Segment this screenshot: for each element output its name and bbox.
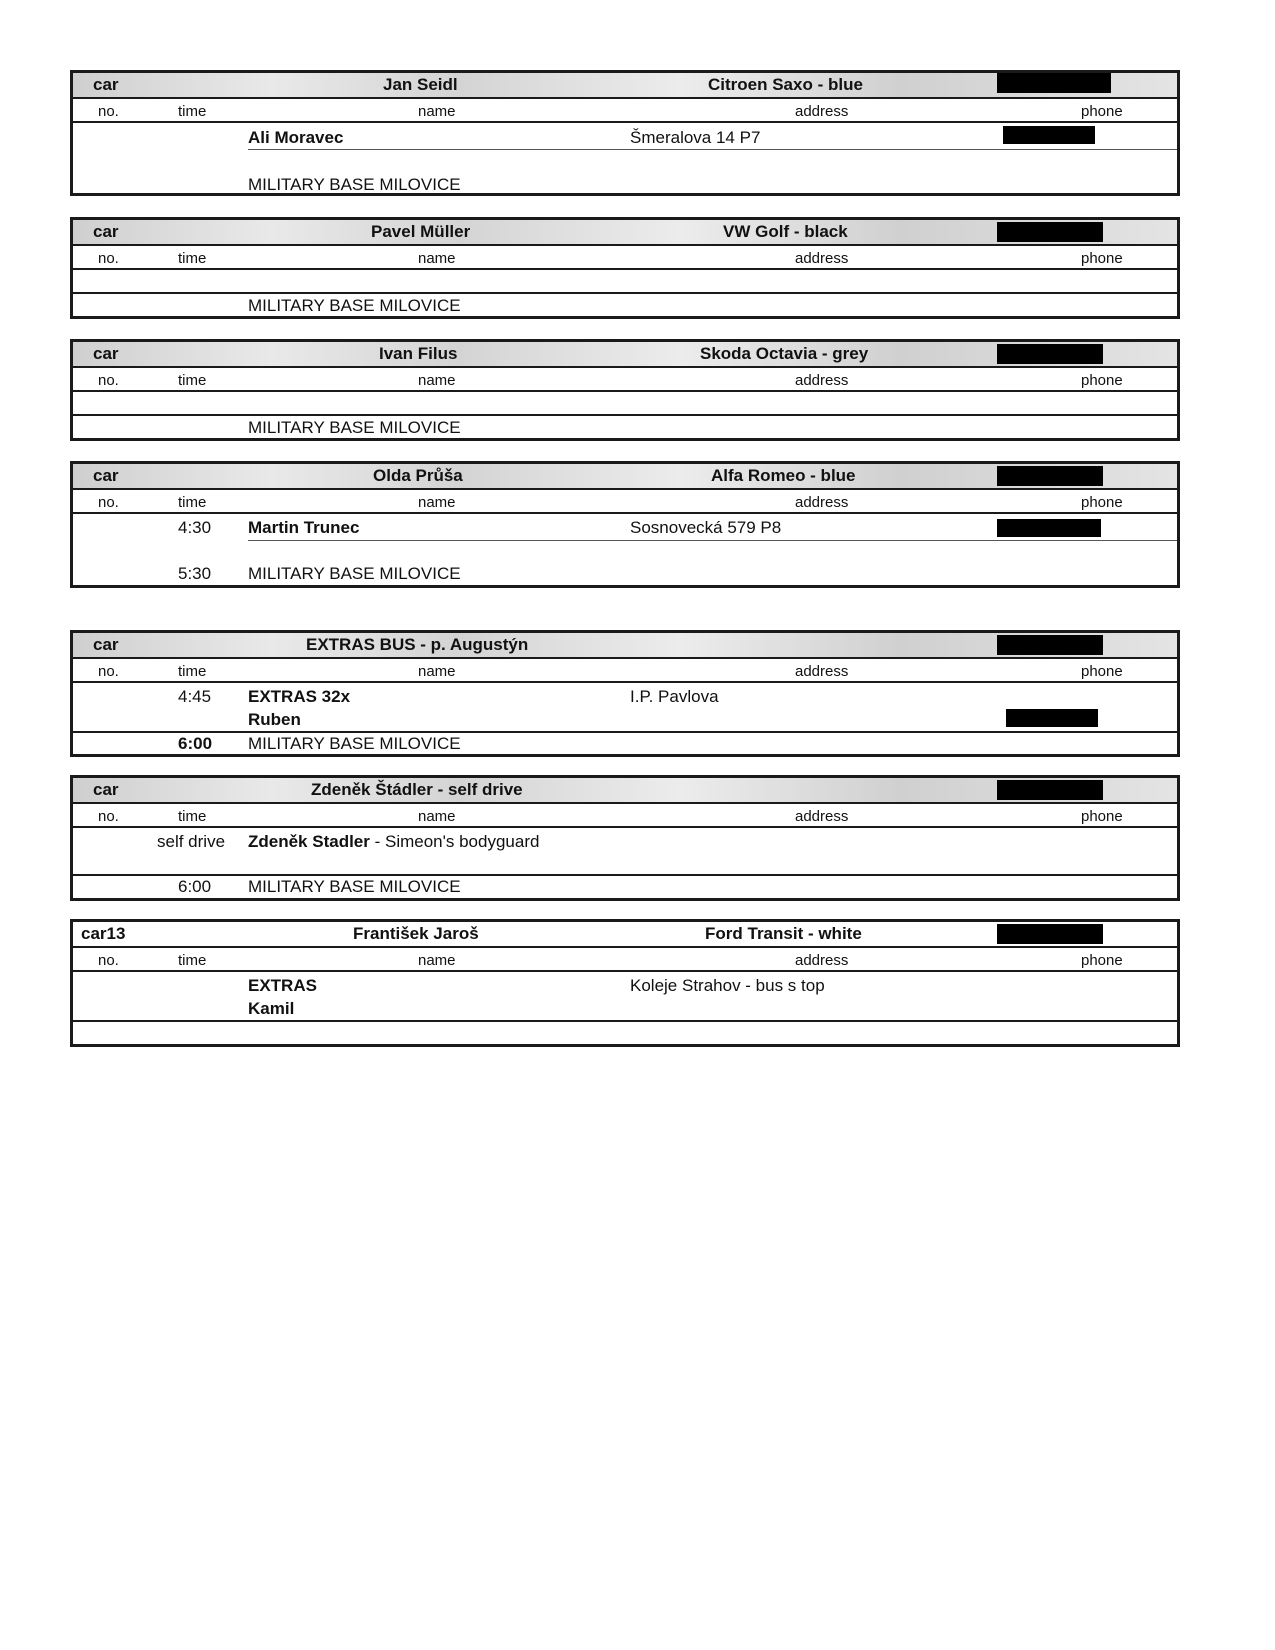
vehicle-name: Alfa Romeo - blue — [711, 466, 856, 485]
passenger-name: Martin Trunec — [248, 518, 360, 537]
car-header — [73, 633, 1177, 659]
col-time: time — [178, 808, 207, 825]
vehicle-name: Citroen Saxo - blue — [708, 75, 863, 94]
driver-name: František Jaroš — [353, 924, 479, 943]
column-labels — [73, 659, 1177, 683]
driver-name: Olda Průša — [373, 466, 463, 485]
destination: MILITARY BASE MILOVICE — [248, 564, 461, 583]
col-address: address — [795, 372, 849, 389]
car-header — [73, 922, 1177, 948]
driver-name: Zdeněk Štádler - self drive — [311, 780, 523, 799]
col-address: address — [795, 663, 849, 680]
col-address: address — [795, 103, 849, 120]
col-name: name — [418, 250, 456, 267]
car-header — [73, 73, 1177, 99]
passenger-row — [73, 683, 1177, 733]
driver-name: Ivan Filus — [379, 344, 458, 363]
col-name: name — [418, 663, 456, 680]
passenger-row — [73, 123, 1177, 193]
destination-row — [73, 876, 1177, 898]
arrival-time: 5:30 — [178, 564, 212, 583]
vehicle-name: Skoda Octavia - grey — [700, 344, 869, 363]
redacted-phone — [997, 519, 1101, 537]
destination: MILITARY BASE MILOVICE — [248, 877, 461, 896]
passenger-row — [73, 514, 1177, 585]
col-time: time — [178, 952, 207, 969]
passenger-address: Šmeralova 14 P7 — [630, 128, 761, 147]
arrival-time: 6:00 — [178, 734, 213, 753]
column-labels — [73, 490, 1177, 514]
destination: MILITARY BASE MILOVICE — [248, 418, 461, 437]
col-name: name — [418, 494, 456, 511]
car-block-4 — [70, 461, 1180, 588]
pickup-time: self drive — [157, 832, 226, 851]
destination-row — [73, 416, 1177, 438]
car-label: car — [93, 222, 119, 241]
passenger-name: Ali Moravec — [248, 128, 344, 147]
col-time: time — [178, 494, 207, 511]
empty-row — [73, 392, 1177, 416]
destination-row — [73, 294, 1177, 316]
col-phone: phone — [1081, 808, 1123, 825]
col-phone: phone — [1081, 952, 1123, 969]
col-phone: phone — [1081, 663, 1123, 680]
passenger-name: Zdeněk Stadler — [248, 832, 370, 851]
col-name: name — [418, 952, 456, 969]
car-header — [73, 220, 1177, 246]
passenger-name: EXTRAS 32x — [248, 687, 351, 706]
driver-name: EXTRAS BUS - p. Augustýn — [306, 635, 529, 654]
col-name: name — [418, 808, 456, 825]
redacted-phone — [997, 466, 1103, 486]
destination: MILITARY BASE MILOVICE — [248, 175, 461, 194]
empty-row — [73, 270, 1177, 294]
redacted-phone — [997, 780, 1103, 800]
destination: MILITARY BASE MILOVICE — [248, 296, 461, 315]
row-divider — [248, 540, 1177, 541]
redacted-phone — [997, 924, 1103, 944]
passenger-row — [73, 828, 1177, 876]
car-header — [73, 778, 1177, 804]
passenger-name-2: Ruben — [248, 710, 301, 729]
driver-name: Jan Seidl — [383, 75, 458, 94]
pickup-time: 4:45 — [178, 687, 212, 706]
car-header — [73, 342, 1177, 368]
col-phone: phone — [1081, 103, 1123, 120]
col-phone: phone — [1081, 250, 1123, 267]
col-no: no. — [98, 372, 119, 389]
car-label: car — [93, 780, 119, 799]
col-name: name — [418, 372, 456, 389]
col-no: no. — [98, 952, 119, 969]
destination-row — [73, 733, 1177, 754]
car-block-2 — [70, 217, 1180, 319]
column-labels — [73, 246, 1177, 270]
row-divider — [248, 149, 1177, 150]
car-label: car — [93, 466, 119, 485]
col-no: no. — [98, 250, 119, 267]
car-block-6 — [70, 775, 1180, 901]
passenger-address: I.P. Pavlova — [630, 687, 719, 706]
column-labels — [73, 804, 1177, 828]
redacted-phone — [1003, 126, 1095, 144]
col-address: address — [795, 952, 849, 969]
column-labels — [73, 99, 1177, 123]
col-no: no. — [98, 494, 119, 511]
col-no: no. — [98, 663, 119, 680]
redacted-phone — [997, 73, 1111, 93]
destination: MILITARY BASE MILOVICE — [248, 734, 461, 753]
col-address: address — [795, 808, 849, 825]
passenger-address: Koleje Strahov - bus s top — [630, 976, 825, 995]
empty-row — [73, 1022, 1177, 1044]
redacted-phone — [997, 635, 1103, 655]
passenger-name-2: Kamil — [248, 999, 295, 1018]
car-block-5 — [70, 630, 1180, 757]
passenger-address: Sosnovecká 579 P8 — [630, 518, 782, 537]
col-phone: phone — [1081, 494, 1123, 511]
car-header — [73, 464, 1177, 490]
col-time: time — [178, 103, 207, 120]
arrival-time: 6:00 — [178, 877, 212, 896]
column-labels — [73, 948, 1177, 972]
car-block-1 — [70, 70, 1180, 196]
col-phone: phone — [1081, 372, 1123, 389]
passenger-row — [73, 972, 1177, 1022]
car-label: car13 — [81, 924, 126, 943]
redacted-phone — [997, 344, 1103, 364]
col-name: name — [418, 103, 456, 120]
passenger-name: EXTRAS — [248, 976, 317, 995]
col-time: time — [178, 372, 207, 389]
car-label: car — [93, 635, 119, 654]
car-label: car — [93, 344, 119, 363]
driver-name: Pavel Müller — [371, 222, 471, 241]
car-block-3 — [70, 339, 1180, 441]
col-no: no. — [98, 808, 119, 825]
vehicle-name: VW Golf - black — [723, 222, 848, 241]
col-address: address — [795, 494, 849, 511]
pickup-time: 4:30 — [178, 518, 212, 537]
redacted-phone — [1006, 709, 1098, 727]
col-no: no. — [98, 103, 119, 120]
col-time: time — [178, 250, 207, 267]
col-time: time — [178, 663, 207, 680]
car-label: car — [93, 75, 119, 94]
redacted-phone — [997, 222, 1103, 242]
passenger-note: - Simeon's bodyguard — [369, 832, 540, 851]
column-labels — [73, 368, 1177, 392]
col-address: address — [795, 250, 849, 267]
vehicle-name: Ford Transit - white — [705, 924, 862, 943]
car-block-7 — [70, 919, 1180, 1047]
passenger-line — [248, 832, 539, 852]
